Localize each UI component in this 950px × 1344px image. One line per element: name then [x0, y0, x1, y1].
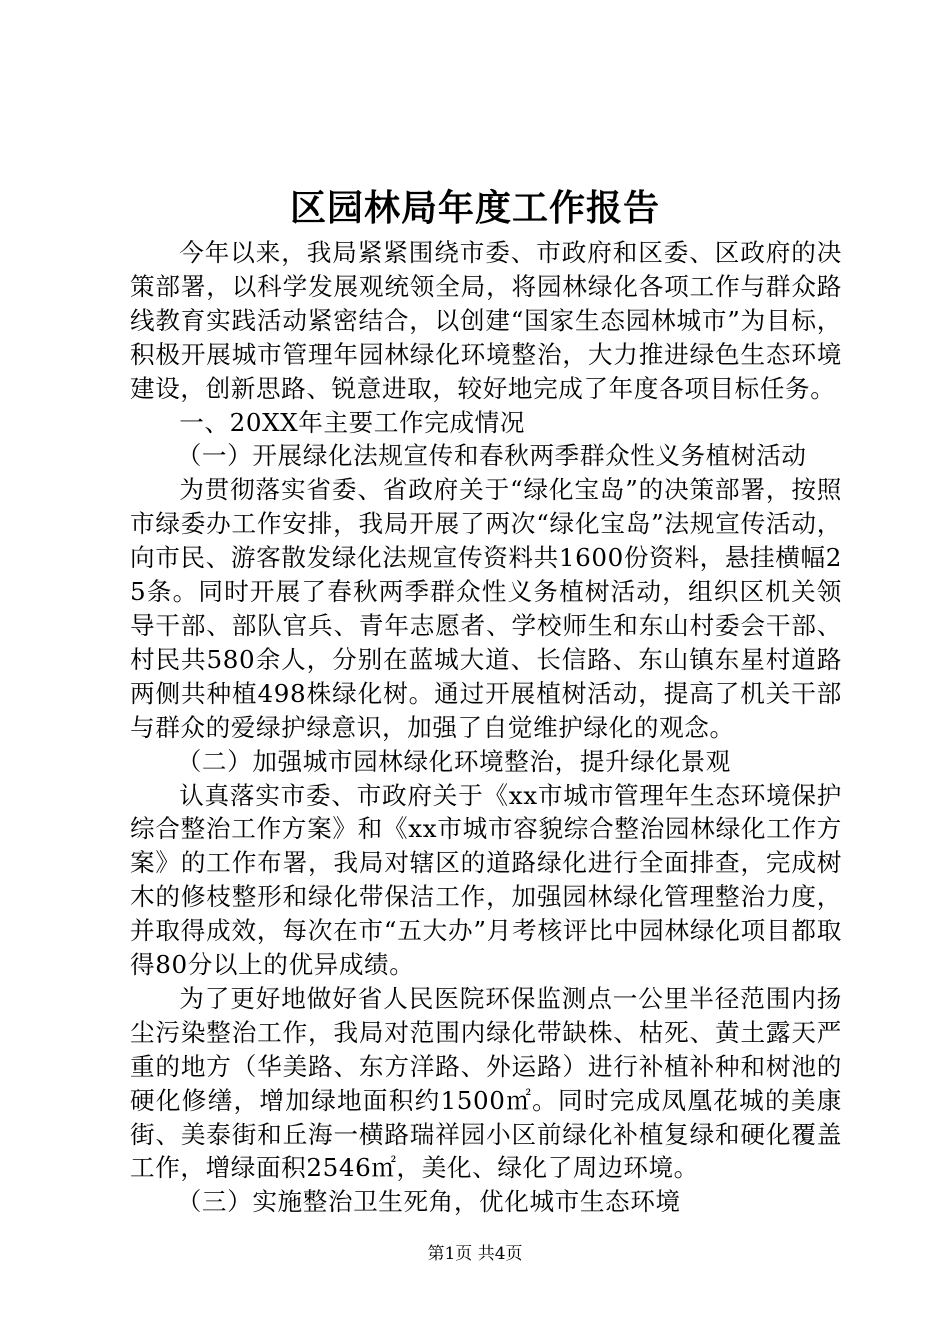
paragraph-environment-rectification: 认真落实市委、市政府关于《xx市城市管理年生态环境保护综合整治工作方案》和《xx市城市容貌综合整治园林绿化工作方案》的工作布署，我局对辖区的道路绿化进行全面排查，完成树木的修枝整形和绿化带保洁工作，加强园林绿化管理整治力度，并取得成效，每次在市“五大办”月考核评比中园林绿化项目都取得80分以上的优异成绩。: [130, 780, 842, 980]
document-title: 区园林局年度工作报告: [289, 187, 660, 229]
subsection-heading-1: （一）开展绿化法规宣传和春秋两季群众性义务植树活动: [176, 441, 807, 471]
section-heading-1: 一、20XX年主要工作完成情况: [179, 407, 526, 437]
paragraph-tree-planting: 为贯彻落实省委、省政府关于“绿化宝岛”的决策部署，按照市绿委办工作安排，我局开展了两次“绿化宝岛”法规宣传活动，向市民、游客散发绿化法规宣传资料共1600份资料，悬挂横幅25条。同时开展了春秋两季群众性义务植树活动，组织区机关领导干部、部队官兵、青年志愿者、学校师生和东山村委会干部、村民共580余人，分别在蓝城大道、长信路、东山镇东星村道路两侧共种植498株绿化树。通过开展植树活动，提高了机关干部与群众的爱绿护绿意识，加强了自觉维护绿化的观念。: [130, 475, 842, 742]
paragraph-intro: 今年以来，我局紧紧围绕市委、市政府和区委、区政府的决策部署，以科学发展观统领全局，将园林绿化各项工作与群众路线教育实践活动紧密结合，以创建“国家生态园林城市”为目标，积极开展城市管理年园林绿化环境整治，大力推进绿色生态环境建设，创新思路、锐意进取，较好地完成了年度各项目标任务。: [130, 238, 842, 403]
document-body: [130, 236, 842, 1219]
subsection-heading-3: （三）实施整治卫生死角，优化城市生态环境: [176, 1187, 681, 1217]
subsection-heading-2: （二）加强城市园林绿化环境整治，提升绿化景观: [176, 746, 731, 776]
page-footer: 第1页 共4页: [427, 1244, 523, 1264]
paragraph-dust-pollution: 为了更好地做好省人民医院环保监测点一公里半径范围内扬尘污染整治工作，我局对范围内绿化带缺株、枯死、黄土露天严重的地方（华美路、东方洋路、外运路）进行补植补种和树池的硬化修缮，增加绿地面积约1500㎡。同时完成凤凰花城的美康街、美泰街和丘海一横路瑞祥园小区前绿化补植复绿和硬化覆盖工作，增绿面积2546㎡，美化、绿化了周边环境。: [130, 983, 842, 1183]
